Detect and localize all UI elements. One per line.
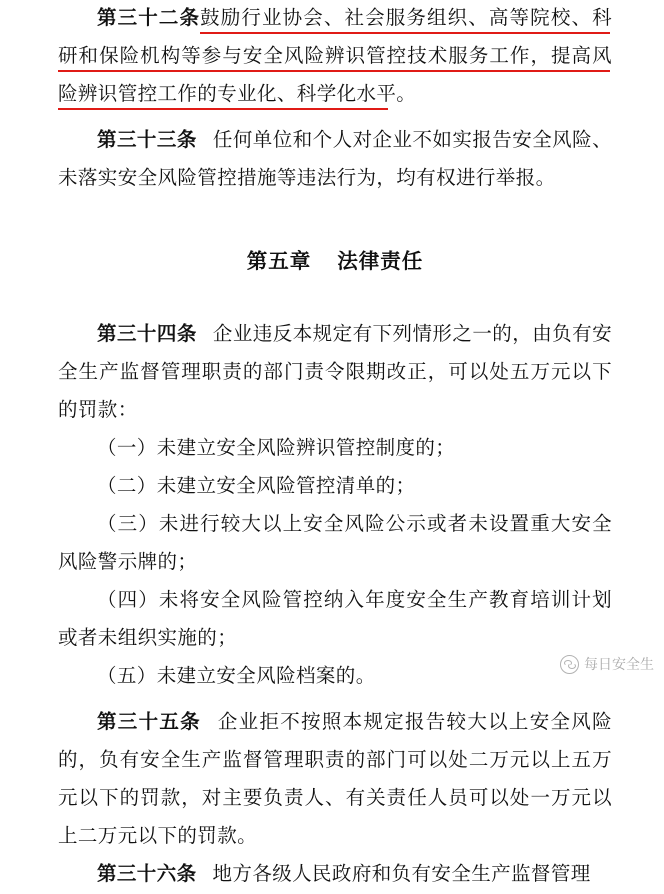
article-33-text: 任何单位和个人对企业不如实报告安全风险、未落实安全风险管控措施等违法行为，均有权进行举报。 (58, 130, 612, 189)
watermark-text: 每日安全生 (584, 656, 654, 672)
list-item: （一）未建立安全风险辨识管控制度的； (97, 438, 456, 459)
article-35-text: 企业拒不按照本规定报告较大以上安全风险的，负有安全生产监督管理职责的部门可以处二万元以上五万元以下的罚款，对主要负责人、有关责任人员可以处一万元以上二万元以下的罚款。 (58, 712, 612, 847)
wechat-logo-icon (560, 655, 579, 674)
watermark (560, 654, 654, 674)
paragraph-article-34 (58, 316, 612, 430)
spacer (58, 224, 612, 242)
spacer (58, 696, 612, 704)
paragraph-article-35 (58, 704, 612, 856)
paragraph-article-32 (58, 0, 612, 114)
article-33-label: 第三十三条 (97, 130, 197, 151)
list-item: （四）未将安全风险管控纳入年度安全生产教育培训计划或者未组织实施的； (58, 590, 612, 649)
article-36-text: 地方各级人民政府和负有安全生产监督管理 (212, 864, 591, 885)
spacer (58, 114, 612, 122)
article-34-label: 第三十四条 (97, 324, 197, 345)
article-36-label: 第三十六条 (97, 864, 197, 885)
list-item: （五）未建立安全风险档案的。 (97, 666, 376, 687)
article-35-label: 第三十五条 (97, 712, 201, 733)
article-32-text: 鼓励行业协会、社会服务组织、高等院校、科研和保险机构等参与安全风险辨识管控技术服务工作，提高风险辨识管控工作的专业化、科学化水平。 (58, 8, 612, 105)
spacer (58, 308, 612, 316)
spacer (58, 282, 612, 308)
paragraph-article-33 (58, 122, 612, 198)
chapter-title-text: 法律责任 (337, 251, 424, 273)
spacer (58, 198, 612, 224)
article-34-text: 企业违反本规定有下列情形之一的，由负有安全生产监督管理职责的部门责令限期改正，可以处五万元以下的罚款： (58, 324, 612, 421)
list-item: （三）未进行较大以上安全风险公示或者未设置重大安全风险警示牌的； (58, 514, 612, 573)
article-32-label: 第三十二条 (97, 8, 201, 29)
chapter-number: 第五章 (246, 251, 312, 273)
list-item: （二）未建立安全风险管控清单的； (97, 476, 416, 497)
paragraph-article-36 (58, 856, 612, 894)
chapter-heading (58, 242, 612, 282)
